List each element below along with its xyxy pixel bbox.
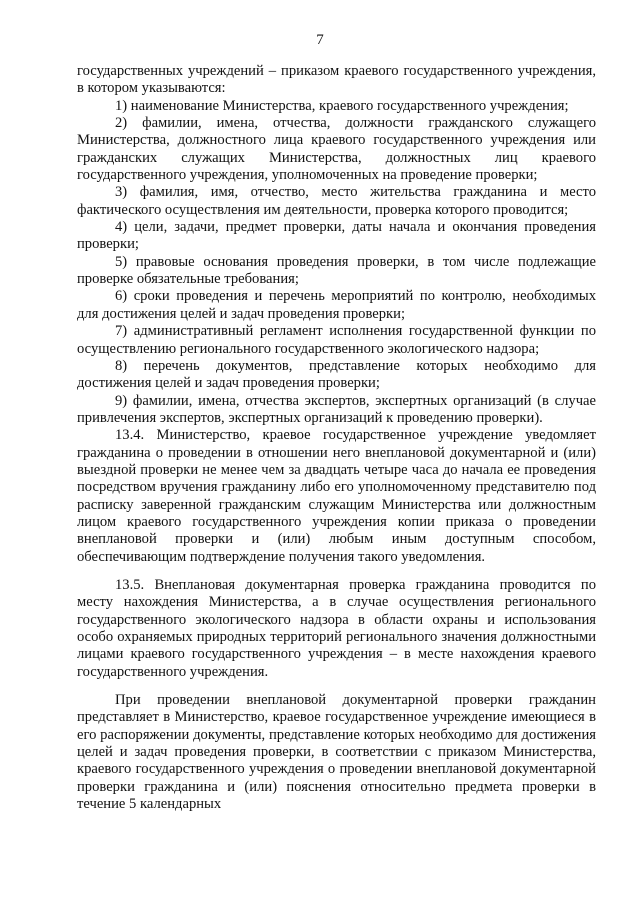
document-body [77, 63, 596, 813]
paragraph-13-5: 13.5. Внеплановая документарная проверка гражданина проводится по месту нахождения Министерства, а в случае осуществления регионального государственного экологического надзора в области охраны и использования особо охраняемых природных территорий регионального значения должностными лицами краевого государственного учреждения – в месте нахождения краевого государственного учреждения. [77, 576, 596, 680]
paragraph-continuation: государственных учреждений – приказом краевого государственного учреждения, в котором указываются: [77, 63, 596, 97]
list-item-2: 2) фамилии, имена, отчества, должности гражданского служащего Министерства, должностного лица краевого государственного учреждения или гражданских служащих Министерства, должностных лиц краевого государственного учреждения, уполномоченных на проведение проверки; [77, 115, 596, 184]
list-item-1: 1) наименование Министерства, краевого государственного учреждения; [115, 97, 569, 114]
list-item-7: 7) административный регламент исполнения государственной функции по осуществлению регионального государственного экологического надзора; [77, 323, 596, 357]
list-item-4: 4) цели, задачи, предмет проверки, даты начала и окончания проведения проверки; [77, 219, 596, 253]
list-item-8: 8) перечень документов, представление которых необходимо для достижения целей и задач проведения проверки; [77, 357, 596, 392]
list-item-5: 5) правовые основания проведения проверки, в том числе подлежащие проверке обязательные требования; [77, 253, 596, 288]
paragraph-13-4: 13.4. Министерство, краевое государственное учреждение уведомляет гражданина о проведении в отношении него внеплановой документарной и (или) выездной проверки не менее чем за двадцать четыре часа до начала ее проведения посредством вручения гражданину либо его уполномоченному представителю под расписку заверенной гражданским служащим Министерства или должностным лицом краевого государственного учреждения копии приказа о проведении внеплановой проверки и (или) любым иным доступным способом, обеспечивающим подтверждение получения такого уведомления. [77, 427, 596, 565]
page-number: 7 [316, 32, 324, 48]
list-item-6: 6) сроки проведения и перечень мероприятий по контролю, необходимых для достижения целей и задач проведения проверки; [77, 288, 596, 322]
list-item-3: 3) фамилия, имя, отчество, место жительства гражданина и место фактического осуществления им деятельности, проверка которого проводится; [77, 184, 596, 218]
paragraph-documentary-check: При проведении внеплановой документарной проверки гражданин представляет в Министерство, краевое государственное учреждение имеющиеся в его распоряжении документы, представление которых необходимо для достижения целей и задач проведения проверки, в соответствии с приказом Министерства, краевого государственного учреждения о проведении внеплановой документарной проверки гражданина и (или) пояснения относительно предмета проверки в течение 5 календарных [77, 692, 596, 813]
list-item-9: 9) фамилии, имена, отчества экспертов, экспертных организаций (в случае привлечения экспертов, экспертных организаций к проведению проверки). [77, 392, 596, 426]
